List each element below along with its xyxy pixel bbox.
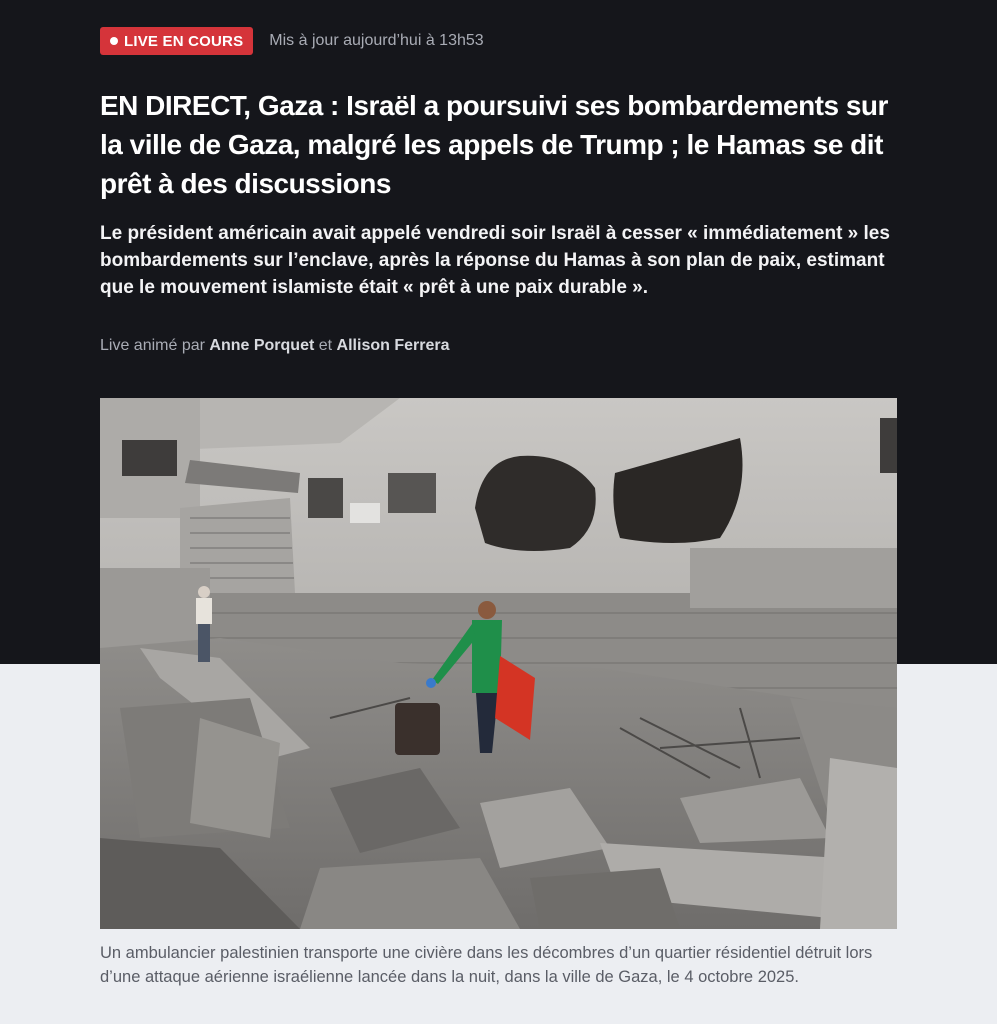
- live-meta-row: [100, 27, 484, 55]
- article-title: EN DIRECT, Gaza : Israël a poursuivi ses bombardements sur la ville de Gaza, malgré les appels de Trump ; le Hamas se dit prêt à des discussions: [100, 90, 888, 199]
- article-standfirst: Le président américain avait appelé vendredi soir Israël à cesser « immédiatement » les bombardements sur l’enclave, après la réponse du Hamas à son plan de paix, estimant que le mouvement islamiste était « prêt à une paix durable ».: [100, 223, 890, 298]
- photo-caption: Un ambulancier palestinien transporte une civière dans les décombres d’un quartier résidentiel détruit lors d’une attaque aérienne israélienne lancée dans la nuit, dans la ville de Gaza, le 4 octobre 2025.: [100, 944, 873, 986]
- live-badge-label: LIVE EN COURS: [124, 32, 244, 50]
- article-photo[interactable]: [100, 398, 897, 929]
- author-link-1[interactable]: Anne Porquet: [209, 337, 315, 354]
- author-link-2[interactable]: Allison Ferrera: [336, 337, 450, 354]
- byline: [100, 337, 449, 355]
- byline-prefix: Live animé par: [100, 337, 205, 354]
- live-dot-icon: [110, 37, 118, 45]
- update-timestamp: Mis à jour aujourd’hui à 13h53: [269, 32, 484, 49]
- byline-and: et: [318, 337, 333, 354]
- live-badge: [100, 27, 253, 55]
- rubble-photo-illustration: [100, 398, 897, 929]
